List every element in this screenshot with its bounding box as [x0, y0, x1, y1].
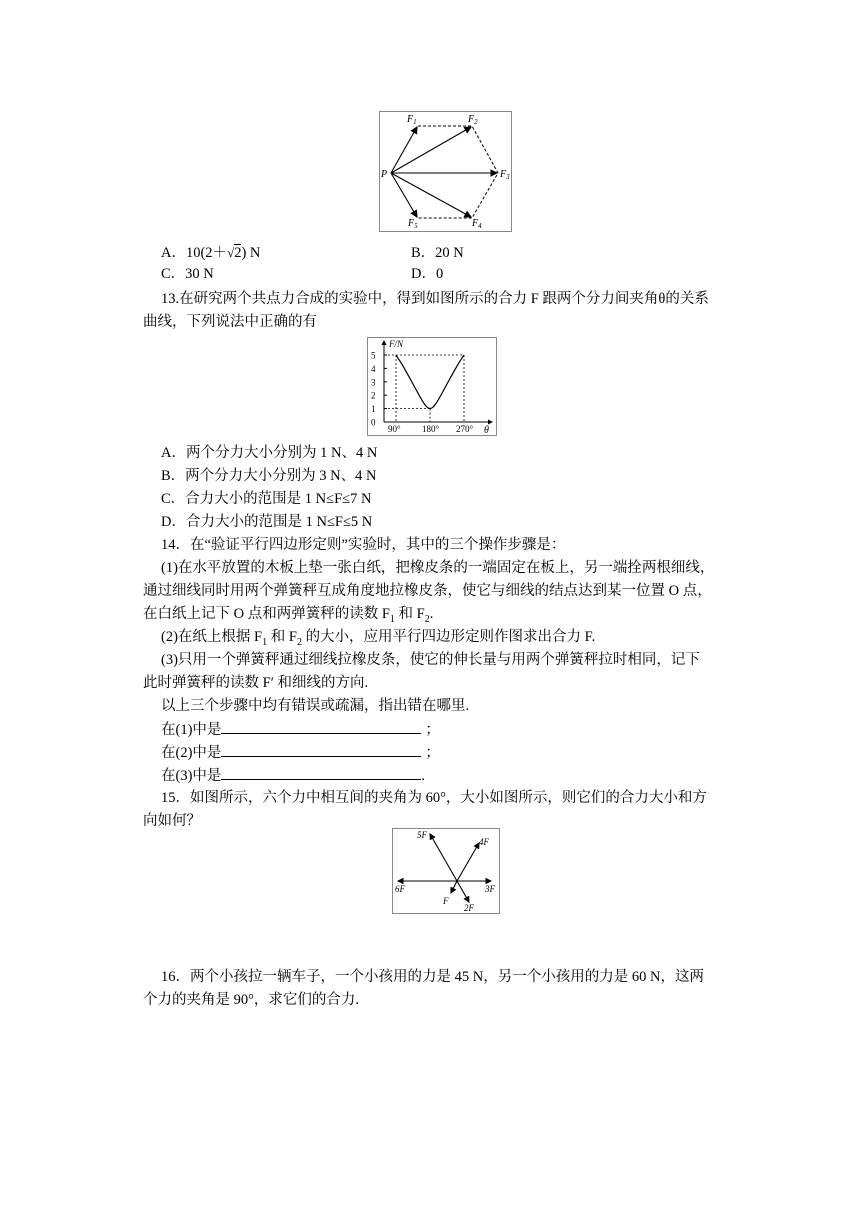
- label-f: F: [443, 896, 449, 906]
- label-2f: 2F: [464, 903, 474, 913]
- arrow-f2: [391, 127, 471, 173]
- q14-step1-line2: 通过细线同时用两个弹簧秤互成角度地拉橡皮条，使它与细线的结点达到某一位置 O 点，: [143, 583, 712, 599]
- q14-step3-line1: (3)只用一个弹簧秤通过细线拉橡皮条，使它的伸长量与用两个弹簧秤拉时相同，记下: [161, 652, 700, 668]
- q15-stem-line2: 向如何？: [143, 813, 201, 829]
- label-4f: 4F: [479, 837, 489, 847]
- q13-option-c: C．合力大小的范围是 1 N≤F≤7 N: [161, 491, 372, 507]
- q12-option-b: B．20 N: [411, 245, 464, 261]
- y-tick-label: 0: [371, 417, 376, 428]
- y-tick-label: 5: [371, 350, 376, 361]
- force-f-arrow: [451, 881, 457, 893]
- q13-option-d: D．合力大小的范围是 1 N≤F≤5 N: [161, 514, 373, 530]
- label-5f: 5F: [417, 830, 427, 840]
- q14-step3-line2: 此时弹簧秤的读数 F′ 和细线的方向.: [143, 675, 369, 691]
- label-f3: $F_3$: [500, 169, 510, 181]
- arrow-f4: [391, 173, 471, 217]
- label-6f: 6F: [395, 884, 405, 894]
- x-tick-label: 270°: [456, 424, 474, 434]
- q13-stem-line1: 13.在研究两个共点力合成的实验中，得到如图所示的合力 F 跟两个分力间夹角θ的关系: [161, 291, 709, 307]
- six-forces-figure: [392, 828, 500, 914]
- label-f2: $F_2$: [468, 114, 478, 126]
- x-tick-label: 90°: [388, 424, 401, 434]
- q12-option-c: C．30 N: [161, 266, 214, 282]
- curve-series: [396, 355, 464, 409]
- hexagon-force-figure: [379, 111, 512, 232]
- q14-answer-1: 在(1)中是 ；: [161, 719, 440, 740]
- label-3f: 3F: [485, 884, 495, 894]
- answer-blank-3[interactable]: [221, 765, 421, 780]
- q13-stem-line2: 曲线，下列说法中正确的有: [143, 314, 317, 330]
- hexagon-force-svg: [380, 112, 511, 231]
- q13-option-a: A．两个分力大小分别为 1 N、4 N: [161, 445, 378, 461]
- y-axis-arrowhead: [382, 340, 387, 345]
- y-tick-label: 4: [371, 363, 376, 374]
- x-tick-label: 180°: [422, 424, 440, 434]
- q13-chart: [367, 337, 497, 436]
- force-2f-arrow: [457, 881, 469, 902]
- q14-answer-2: 在(2)中是 ；: [161, 742, 440, 763]
- q14-step1-line1: (1)在水平放置的木板上垫一张白纸，把橡皮条的一端固定在板上，另一端拴两根细线，: [161, 560, 715, 576]
- label-p: P: [381, 169, 388, 180]
- q14-step1-line3: 在白纸上记下 O 点和两弹簧秤的读数 $F_1$ 和 $F_2$.: [143, 606, 434, 625]
- label-f4: $F_4$: [472, 218, 482, 230]
- y-tick-label: 2: [371, 390, 376, 401]
- q13-option-b: B．两个分力大小分别为 3 N、4 N: [161, 468, 377, 484]
- x-axis-arrowhead: [488, 420, 493, 425]
- q14-step2: (2)在纸上根据 $F_1$ 和 $F_2$ 的大小，应用平行四边形定则作图求出合力 F.: [161, 629, 596, 648]
- q12-option-a: A．10(2＋√2) N: [161, 245, 261, 261]
- q14-note: 以上三个步骤中均有错误或疏漏，指出错在哪里.: [161, 698, 470, 714]
- force-4f-arrow: [457, 843, 479, 881]
- label-f1: $F_1$: [407, 114, 417, 126]
- answer-blank-2[interactable]: [221, 742, 421, 757]
- answer-blank-1[interactable]: [221, 719, 421, 734]
- x-axis-label: θ: [484, 425, 489, 435]
- y-tick-label: 3: [371, 377, 376, 388]
- q12-option-d: D．0: [411, 266, 444, 282]
- q14-stem: 14．在“验证平行四边形定则”实验时，其中的三个操作步骤是：: [161, 537, 566, 553]
- label-f5: $F_5$: [408, 218, 418, 230]
- force-5f-arrow: [430, 834, 457, 881]
- y-tick-label: 1: [371, 404, 376, 415]
- q16-stem-line2: 个力的夹角是 90°，求它们的合力.: [143, 992, 360, 1008]
- y-axis-label: F/N: [389, 339, 404, 349]
- hexagon-dashed: [418, 126, 498, 218]
- six-forces-svg: [393, 829, 499, 913]
- q14-answer-3: 在(3)中是 .: [161, 765, 425, 786]
- q13-chart-svg: [368, 338, 496, 435]
- q16-stem-line1: 16．两个小孩拉一辆车子，一个小孩用的力是 45 N，另一个小孩用的力是 60 N，这两: [161, 969, 704, 985]
- q15-stem-line1: 15．如图所示，六个力中相互间的夹角为 60°，大小如图所示，则它们的合力大小和方: [161, 790, 707, 806]
